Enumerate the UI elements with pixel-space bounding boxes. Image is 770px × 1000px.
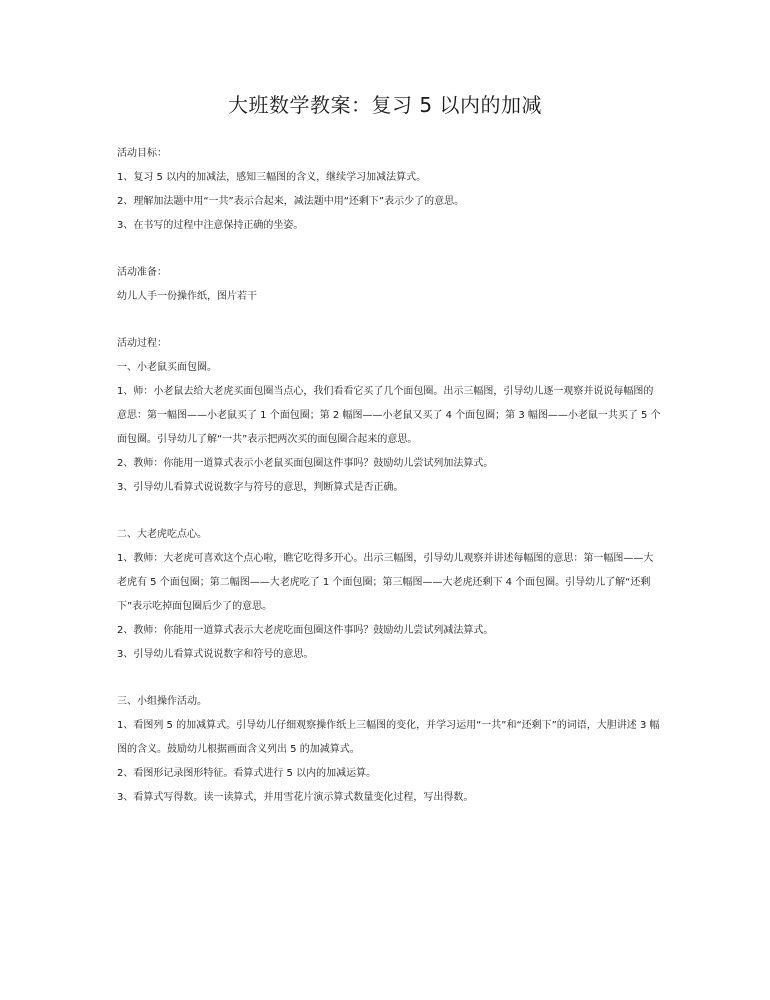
goal-item: 2、理解加法题中用“一共”表示合起来，减法题中用“还剩下”表示少了的意思。 (117, 196, 465, 207)
part1-item: 1、师：小老鼠去给大老虎买面包圈当点心，我们看看它买了几个面包圈。出示三幅图，引导幼儿逐一观察并说说每幅图的意思：第一幅图——小老鼠买了 1 个面包圈；第 2 幅图——小老鼠又买了 4 个面包圈；第 3 幅图——小老鼠一共买了 5 个面包圈。引导幼儿了解“一共”表示把两次买的面包圈合起来的意思。 (117, 386, 661, 445)
prep-text: 幼儿人手一份操作纸，图片若干 (117, 291, 257, 302)
document-title: 大班数学教案：复习 5 以内的加减 (228, 93, 542, 117)
part3-item: 3、看算式写得数。读一读算式，并用雪花片演示算式数量变化过程，写出得数。 (117, 792, 474, 803)
goal-item: 3、在书写的过程中注意保持正确的坐姿。 (117, 220, 304, 231)
part2-item: 2、教师：你能用一道算式表示大老虎吃面包圈这件事吗？鼓励幼儿尝试列减法算式。 (117, 625, 494, 636)
document-body (117, 142, 662, 810)
part3-item: 1、看图列 5 的加减算式。引导幼儿仔细观察操作纸上三幅图的变化，并学习运用“一共”和“还剩下”的词语，大胆讲述 3 幅图的含义。鼓励幼儿根据画面含义列出 5 的加减算式。 (117, 720, 660, 755)
part3-item: 2、看图形记录图形特征。看算式进行 5 以内的加减运算。 (117, 768, 377, 779)
part1-item: 2、教师：你能用一道算式表示小老鼠买面包圈这件事吗？鼓励幼儿尝试列加法算式。 (117, 458, 494, 469)
part1-heading: 一、小老鼠买面包圈。 (117, 362, 217, 373)
process-section-part1 (117, 332, 662, 500)
process-section-part2 (117, 523, 662, 667)
goals-heading: 活动目标： (117, 148, 167, 159)
goal-item: 1、复习 5 以内的加减法，感知三幅图的含义，继续学习加减法算式。 (117, 172, 427, 183)
process-section-part3 (117, 690, 662, 810)
goals-section (117, 142, 662, 238)
part2-heading: 二、大老虎吃点心。 (117, 529, 207, 540)
part3-heading: 三、小组操作活动。 (117, 696, 207, 707)
process-heading: 活动过程： (117, 338, 167, 349)
part1-item: 3、引导幼儿看算式说说数字与符号的意思，判断算式是否正确。 (117, 482, 404, 493)
part2-item: 1、教师：大老虎可喜欢这个点心啦，瞧它吃得多开心。出示三幅图，引导幼儿观察并讲述每幅图的意思：第一幅图——大老虎有 5 个面包圈；第二幅图——大老虎吃了 1 个面包圈；第三幅图——大老虎还剩下 4 个面包圈。引导幼儿了解“还剩下”表示吃掉面包圈后少了的意思。 (117, 553, 654, 612)
part2-item: 3、引导幼儿看算式说说数字和符号的意思。 (117, 649, 314, 660)
prep-section (117, 261, 662, 309)
prep-heading: 活动准备： (117, 267, 167, 278)
